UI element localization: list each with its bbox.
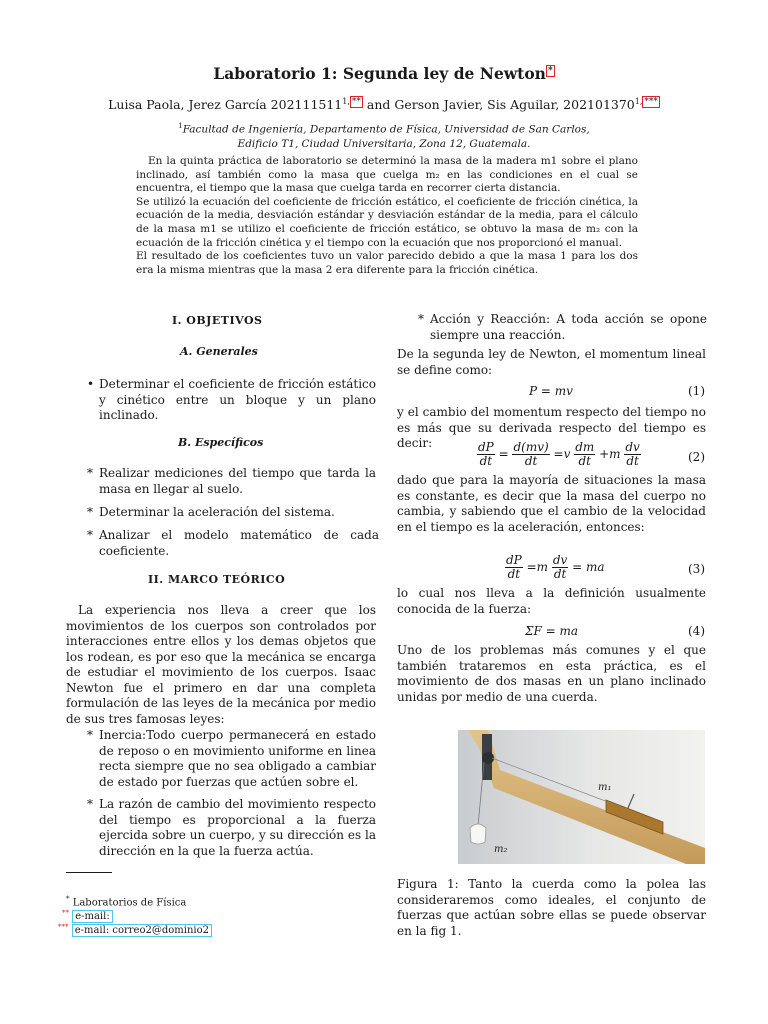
list-item [87,377,376,424]
abstract-paragraph-3: El resultado de los coeficientes tuvo un valor parecido debido a que la masa 1 para los dos era la misma mientras que la masa 2 era diferente para la fricción cinética. [136,250,638,276]
footnote-mark: * [66,895,70,903]
marco-intro-paragraph: La experiencia nos lleva a creer que los movimientos de los cuerpos son controlados por interacciones entre ellos y los demas objetos que los rodean, es por eso que la mecánica se encarga de estudiar el movimiento de los cuerpos. Isaac Newton fue el primero en dar una completa formulación de las leyes de la mecánica por medio de sus tres famosas leyes: [66,603,376,726]
list-item-text: Analizar el modelo matemático de cada coeficiente. [99,528,379,558]
asterisk-marker: * [87,797,93,811]
author-1-footnote-link[interactable]: ** [351,97,361,107]
eq-operator: = [498,447,509,461]
list-item-text: Realizar mediciones del tiempo que tarda la masa en llegar al suelo. [99,466,376,496]
list-item [87,505,376,521]
paragraph-constant-mass: dado que para la mayoría de situaciones la masa es constante, es decir que la masa del cuerpo no cambia, y sabiendo que el cambio de la velocidad en el tiempo es la aceleración, entonces: [397,473,706,534]
list-item [87,797,376,859]
list-item [87,466,376,497]
author-2: and Gerson Javier, Sis Aguilar, 202101370 [366,97,635,113]
label-m2: m₂ [494,844,508,855]
footnote-mark: *** [58,923,69,931]
bullet-marker: • [87,377,95,391]
author-1: Luisa Paola, Jerez García 202111511 [108,97,343,113]
fraction: $\frac{dP}{dt}$ [478,440,494,468]
equation-1-number: (1) [688,384,705,398]
list-item-text: Determinar la aceleración del sistema. [99,505,335,519]
list-item [418,312,707,343]
affiliation-line-2: Edificio T1, Ciudad Universitaria, Zona 12, Guatemala. [237,137,531,150]
equation-3-number: (3) [688,562,705,576]
eq-operator: = [553,447,564,461]
footnote-email-link[interactable]: e-mail: [72,910,113,923]
author-2-footnote-link[interactable]: *** [644,97,658,107]
equation-2-number: (2) [688,450,705,464]
list-item [87,528,379,559]
asterisk-marker: * [87,728,93,742]
list-item-text: Inercia:Todo cuerpo permanecerá en estado de reposo o en movimiento uniforme en linea recta siempre que no sea obligado a cambiar de estado por fuerzas que actúen sobre el. [99,728,376,789]
subsection-generales-heading: A. Generales [180,345,258,358]
list-item [87,728,376,790]
section-objetivos-heading: I. OBJETIVOS [172,314,263,327]
abstract-paragraph-2: Se utilizó la ecuación del coeficiente de fricción estático, el coeficiente de fricción cinética, la ecuación de la media, desviación estándar y desviación estándar de la media, para el cálculo de la masa m1 se utilizo el coeficiente de fricción estático, se obtuvo la masa de m₂ con la ecuación de la fricción cinética y el tiempo con la ecuación que nos proporcionó el manual. [136,195,638,249]
eq-operator: + [599,447,610,461]
paragraph-inclined-plane: Uno de los problemas más comunes y el que también trataremos en esta práctica, es el movimiento de dos masas en un plano inclinado unidas por medio de una cuerda. [397,643,706,704]
footnote-mark: ** [62,909,69,917]
asterisk-marker: * [87,466,93,480]
equation-2: $\frac{dP}{dt}$ = $\frac{d(mv)}{dt}$ =v $\frac{dm}{dt}$ +m $\frac{dv}{dt}$ [478,440,640,468]
figure-1-photo [458,730,705,864]
fraction: $\frac{dm}{dt}$ [575,440,595,468]
list-item-text: La razón de cambio del movimiento respecto del tiempo es proporcional a la fuerza ejercida sobre un cuerpo, y su dirección es la dirección en la que la fuerza actúa. [99,797,376,858]
equation-4-number: (4) [688,624,705,638]
fraction: $\frac{dv}{dt}$ [552,553,568,581]
paragraph-momentum: De la segunda ley de Newton, el momentum lineal se define como: [397,347,706,377]
section-marco-heading: II. MARCO TEÓRICO [148,573,286,586]
list-item-text: Acción y Reacción: A toda acción se opone siempre una reacción. [430,312,707,342]
list-item-text: Determinar el coeficiente de fricción estático y cinético entre un bloque y un plano inclinado. [99,377,376,422]
figure-1-caption: Figura 1: Tanto la cuerda como la polea las consideraremos como ideales, el conjunto de fuerzas que actúan sobre ellas se puede observar en la fig 1. [397,877,706,938]
equation-1: P = mv [529,384,573,398]
abstract [136,155,638,277]
asterisk-marker: * [87,528,93,542]
fraction: $\frac{dv}{dt}$ [625,440,640,468]
hanging-mass-m2 [470,824,486,844]
affiliation-mark: 1 [178,122,183,130]
author-2-affil: 1, [634,97,643,106]
abstract-paragraph-1: En la quinta práctica de laboratorio se determinó la masa de la madera m1 sobre el plano inclinado, así también como la masa que cuelga m₂ en las condiciones en el cual se encuentra, el tiempo que la masa que cuelga tarda en recorrer cierta distancia. [136,155,638,195]
title-text: Laboratorio 1: Segunda ley de Newton [213,64,546,83]
author-1-affil: 1, [342,97,350,106]
title-footnote-link[interactable]: * [547,65,553,76]
footnote-email-link[interactable]: e-mail: correo2@dominio2 [72,924,212,937]
footnote-divider [66,872,112,873]
fraction: $\frac{dP}{dt}$ [506,553,522,581]
eq-operator: = [526,560,537,574]
paragraph-derivative: y el cambio del momentum respecto del tiempo no es más que su derivada respecto del tiempo es decir: [397,405,706,450]
asterisk-marker: * [418,312,424,326]
fraction: $\frac{d(mv)}{dt}$ [513,440,549,468]
paper-title [0,64,768,83]
subsection-especificos-heading: B. Específicos [178,436,264,449]
affiliation [0,119,768,151]
equation-3: $\frac{dP}{dt}$ =m $\frac{dv}{dt}$ = ma [506,553,605,581]
footnote-text: Laboratorios de Física [72,897,187,909]
paragraph-force-definition: lo cual nos lleva a la definición usualmente conocida de la fuerza: [397,586,706,616]
asterisk-marker: * [87,505,93,519]
footnote-3 [58,921,212,937]
equation-4: ΣF = ma [525,624,579,638]
author-line [0,97,768,112]
affiliation-line-1: Facultad de Ingeniería, Departamento de Física, Universidad de San Carlos, [182,123,590,136]
label-m1: m₁ [598,782,612,793]
eq-operator: = ma [572,560,605,574]
